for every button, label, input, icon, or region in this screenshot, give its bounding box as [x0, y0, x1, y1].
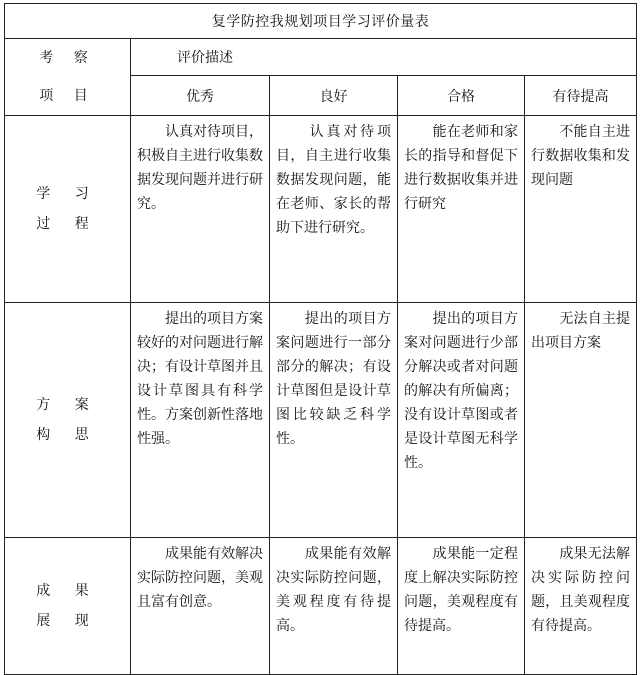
level-header-pass: 合格 — [398, 76, 525, 116]
table-title: 复学防控我规划项目学习评价量表 — [5, 4, 637, 39]
category-learning-process — [5, 116, 131, 303]
category-line-1: 学 习 — [36, 186, 99, 202]
cell-result-pass: 成果能一定程度上解决实际防控问题，美观程度有待提高。 — [398, 538, 525, 675]
cell-process-improve: 不能自主进行数据收集和发现问题 — [525, 116, 637, 303]
item-header — [5, 39, 131, 116]
table-row-plan-design — [5, 303, 637, 538]
level-header-improve: 有待提高 — [525, 76, 637, 116]
evaluation-table — [4, 3, 637, 675]
category-line-1: 方 案 — [36, 397, 99, 413]
cell-process-excellent: 认真对待项目，积极自主进行收集数据发现问题并进行研究。 — [131, 116, 270, 303]
level-header-excellent: 优秀 — [131, 76, 270, 116]
category-plan-design — [5, 303, 131, 538]
cell-process-good: 认真对待项目，自主进行收集数据发现问题，能在老师、家长的帮助下进行研究。 — [270, 116, 398, 303]
header-row-1 — [5, 39, 637, 76]
item-header-line-2: 项 目 — [39, 88, 96, 104]
table-row-learning-process — [5, 116, 637, 303]
title-row — [5, 4, 637, 39]
cell-plan-excellent: 提出的项目方案较好的对问题进行解决；有设计草图并且设计草图具有科学性。方案创新性落地性强。 — [131, 303, 270, 538]
category-line-1: 成 果 — [36, 583, 99, 599]
cell-result-improve: 成果无法解决实际防控问题，且美观程度有待提高。 — [525, 538, 637, 675]
cell-process-pass: 能在老师和家长的指导和督促下进行数据收集并进行研究 — [398, 116, 525, 303]
level-header-good: 良好 — [270, 76, 398, 116]
item-header-line-1: 考 察 — [39, 50, 96, 66]
category-line-2: 展 现 — [36, 613, 99, 629]
cell-plan-improve: 无法自主提出项目方案 — [525, 303, 637, 538]
description-header: 评价描述 — [131, 39, 637, 76]
category-line-2: 构 思 — [36, 427, 99, 443]
cell-plan-good: 提出的项目方案问题进行一部分部分的解决；有设计草图但是设计草图比较缺乏科学性。 — [270, 303, 398, 538]
cell-plan-pass: 提出的项目方案对问题进行少部分解决或者对问题的解决有所偏离；没有设计草图或者是设计草图无科学性。 — [398, 303, 525, 538]
category-line-2: 过 程 — [36, 216, 99, 232]
cell-result-excellent: 成果能有效解决实际防控问题，美观且富有创意。 — [131, 538, 270, 675]
cell-result-good: 成果能有效解决实际防控问题，美观程度有待提高。 — [270, 538, 398, 675]
